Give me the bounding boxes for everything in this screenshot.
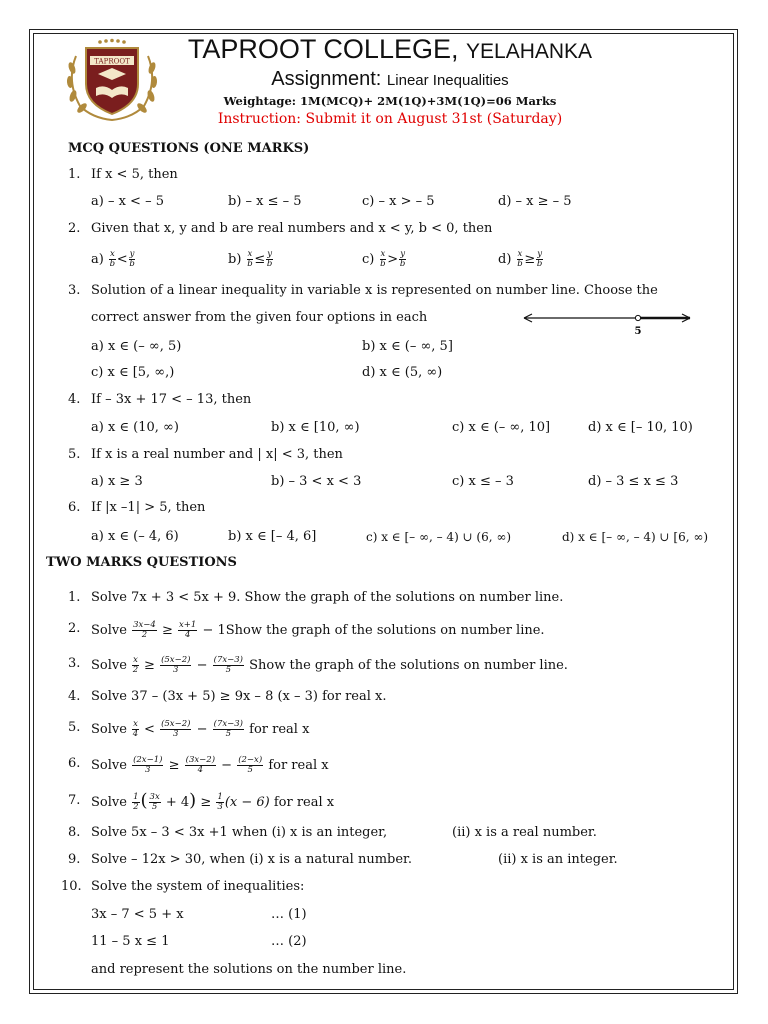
mcq-q3-option-d: d) x ∈ (5, ∞) — [362, 365, 443, 380]
mcq-q4-option-b: b) x ∈ [10, ∞) — [271, 420, 360, 435]
numerator: (2x−1) — [133, 755, 163, 765]
college-title — [160, 34, 620, 65]
denominator: b — [399, 259, 406, 269]
mcq-q5-option-b: b) – 3 < x < 3 — [271, 474, 362, 489]
mcq-q5-option-c: c) x ≤ – 3 — [452, 474, 514, 489]
denominator: b — [266, 259, 273, 269]
fraction — [185, 756, 216, 775]
two-q2-number: 2. — [68, 621, 81, 636]
mcq-q1-option-d: d) – x ≥ – 5 — [498, 194, 572, 209]
mcq-q5-option-a: a) x ≥ 3 — [91, 474, 143, 489]
solve-word: Solve — [91, 623, 127, 638]
operator: < — [144, 722, 155, 737]
numerator: x — [247, 249, 253, 259]
two-q8-number: 8. — [68, 825, 81, 840]
numerator: (7x−3) — [213, 719, 243, 729]
denominator: 4 — [184, 630, 191, 640]
mcq-q2-text: Given that x, y and b are real numbers and x < y, b < 0, then — [91, 221, 493, 236]
numerator: 3x — [149, 792, 160, 802]
fraction-y-over-b — [536, 250, 543, 269]
mcq-q6-number: 6. — [68, 500, 81, 515]
minus-sign: − — [221, 758, 233, 773]
option-label: d) — [498, 252, 512, 267]
number-line-label: 5 — [634, 326, 642, 337]
numerator: (2−x) — [238, 755, 263, 765]
logo-text: TAPROOT — [94, 57, 130, 66]
two-q5-text — [91, 720, 309, 739]
mcq-q3-option-b: b) x ∈ (– ∞, 5] — [362, 339, 453, 354]
denominator: b — [109, 259, 116, 269]
mcq-q3-option-a: a) x ∈ (– ∞, 5) — [91, 339, 182, 354]
mcq-q6-text: If |x –1| > 5, then — [91, 500, 206, 515]
numerator: (5x−2) — [161, 719, 191, 729]
two-q10-eq2: 11 – 5 x ≤ 1 — [91, 934, 170, 949]
two-q10-eq1-tag: … (1) — [271, 907, 307, 922]
operator: ≥ — [161, 623, 173, 638]
option-label: c) — [362, 252, 375, 267]
fraction-y-over-b — [266, 250, 273, 269]
operator: ≥ — [168, 758, 180, 773]
fraction-half — [132, 793, 139, 812]
solve-word: Solve — [91, 658, 127, 673]
assignment-topic: Linear Inequalities — [386, 72, 509, 89]
numerator: y — [400, 249, 406, 259]
numerator: y — [537, 249, 543, 259]
fraction — [213, 656, 244, 675]
two-q9-text: Solve – 12x > 30, when (i) x is a natural number. — [91, 852, 412, 867]
mcq-q2-number: 2. — [68, 221, 81, 236]
tail-text: Show the graph of the solutions on number line. — [249, 658, 568, 673]
mcq-q4-option-a: a) x ∈ (10, ∞) — [91, 420, 179, 435]
numerator: x — [380, 249, 386, 259]
mcq-q3-text-line2: correct answer from the given four options in each — [91, 310, 428, 325]
plus-four: + 4 — [165, 795, 190, 810]
fraction-x-over-b — [517, 250, 524, 269]
two-q2-text — [91, 621, 545, 640]
fraction-x-over-b — [247, 250, 254, 269]
denominator: b — [517, 259, 523, 269]
mcq-q2-option-c — [362, 250, 407, 269]
fraction-x-over-b — [380, 250, 387, 269]
denominator: b — [129, 259, 135, 269]
denominator: 4 — [197, 765, 204, 775]
denominator: 2 — [133, 802, 139, 812]
fraction — [132, 720, 139, 739]
mcq-q2-option-a — [91, 250, 136, 269]
two-q5-number: 5. — [68, 720, 81, 735]
solve-word: Solve — [91, 795, 127, 810]
college-logo — [62, 36, 162, 122]
tail-text: − 1Show the graph of the solutions on number line. — [202, 623, 545, 638]
mcq-q3-number: 3. — [68, 283, 81, 298]
mcq-q4-option-c: c) x ∈ (– ∞, 10] — [452, 420, 551, 435]
mcq-q6-option-c: c) x ∈ [– ∞, – 4) ∪ (6, ∞) — [366, 530, 512, 544]
mcq-q1-number: 1. — [68, 167, 81, 182]
operator: ≥ — [144, 658, 155, 673]
two-q8-part2: (ii) x is a real number. — [452, 825, 597, 840]
operator: ≤ — [254, 252, 266, 267]
option-label: a) — [91, 252, 104, 267]
denominator: 3 — [173, 665, 179, 675]
denominator: b — [536, 259, 543, 269]
fraction — [132, 621, 157, 640]
mcq-q2-option-d — [498, 250, 544, 269]
minus-sign: − — [196, 722, 208, 737]
number-line-figure — [520, 308, 696, 338]
tail-text: for real x — [268, 758, 329, 773]
solve-word: Solve — [91, 758, 127, 773]
denominator: 5 — [151, 802, 158, 812]
denominator: 4 — [132, 729, 139, 739]
operator: > — [387, 252, 399, 267]
denominator: 3 — [217, 802, 223, 812]
mcq-q5-text: If x is a real number and | x| < 3, then — [91, 447, 343, 462]
mcq-q4-number: 4. — [68, 392, 81, 407]
two-q10-eq1: 3x – 7 < 5 + x — [91, 907, 184, 922]
mcq-q4-text: If – 3x + 17 < – 13, then — [91, 392, 252, 407]
two-marks-heading: TWO MARKS QUESTIONS — [46, 555, 237, 570]
assignment-label: Assignment: — [271, 68, 382, 90]
operator: ≥ — [524, 252, 536, 267]
two-q10-text: Solve the system of inequalities: — [91, 879, 305, 894]
numerator: (5x−2) — [161, 655, 191, 665]
fraction — [237, 756, 263, 775]
fraction-third — [216, 793, 223, 812]
operator: ≥ — [200, 795, 212, 810]
open-circle-point — [635, 315, 640, 320]
assignment-heading — [160, 68, 620, 91]
two-q4-number: 4. — [68, 689, 81, 704]
two-q10-eq2-tag: … (2) — [271, 934, 307, 949]
open-paren: ( — [140, 790, 148, 811]
two-q4-text: Solve 37 – (3x + 5) ≥ 9x – 8 (x – 3) for real x. — [91, 689, 387, 704]
denominator: b — [380, 259, 386, 269]
numerator: x+1 — [179, 620, 197, 630]
numerator: y — [267, 249, 273, 259]
mcq-q3-option-c: c) x ∈ [5, ∞,) — [91, 365, 175, 380]
mcq-heading: MCQ QUESTIONS (ONE MARKS) — [68, 141, 310, 156]
numerator: 3x−4 — [133, 620, 156, 630]
fraction-y-over-b — [399, 250, 406, 269]
denominator: 5 — [225, 665, 232, 675]
two-q10-closing: and represent the solutions on the number line. — [91, 962, 407, 977]
mcq-q1-option-a: a) – x < – 5 — [91, 194, 164, 209]
expression: (x − 6) — [224, 795, 270, 810]
mcq-q1-text: If x < 5, then — [91, 167, 178, 182]
two-q9-part2: (ii) x is an integer. — [498, 852, 618, 867]
two-q9-number: 9. — [68, 852, 81, 867]
mcq-q2-option-b — [228, 250, 274, 269]
numerator: x — [109, 249, 115, 259]
fraction — [178, 621, 197, 640]
fraction — [213, 720, 244, 739]
option-label: b) — [228, 252, 242, 267]
instruction-line: Instruction: Submit it on August 31st (Saturday) — [217, 111, 563, 127]
operator: < — [116, 252, 128, 267]
numerator: (7x−3) — [213, 655, 243, 665]
college-location: YELAHANKA — [466, 40, 593, 63]
fraction — [160, 720, 191, 739]
two-q3-number: 3. — [68, 656, 81, 671]
denominator: 2 — [141, 630, 148, 640]
fraction — [132, 756, 163, 775]
mcq-q5-number: 5. — [68, 447, 81, 462]
denominator: 3 — [173, 729, 179, 739]
mcq-q5-option-d: d) – 3 ≤ x ≤ 3 — [588, 474, 679, 489]
mcq-q1-option-b: b) – x ≤ – 5 — [228, 194, 302, 209]
mcq-q1-option-c: c) – x > – 5 — [362, 194, 435, 209]
numerator: (3x−2) — [185, 755, 216, 765]
fraction — [132, 656, 139, 675]
mcq-q4-option-d: d) x ∈ [– 10, 10) — [588, 420, 693, 435]
minus-sign: − — [196, 658, 208, 673]
two-q1-number: 1. — [68, 590, 81, 605]
two-q6-number: 6. — [68, 756, 81, 771]
denominator: 5 — [247, 765, 253, 775]
fraction-x-over-b — [109, 250, 116, 269]
numerator: 1 — [133, 792, 139, 802]
close-paren: ) — [189, 790, 197, 811]
two-q1-text: Solve 7x + 3 < 5x + 9. Show the graph of the solutions on number line. — [91, 590, 564, 605]
two-q7-number: 7. — [68, 793, 81, 808]
numerator: y — [129, 249, 135, 259]
fraction — [160, 656, 191, 675]
two-q7-text — [91, 790, 335, 812]
numerator: x — [517, 249, 523, 259]
numerator: 1 — [217, 792, 223, 802]
tail-text: for real x — [273, 795, 335, 810]
two-q10-number: 10. — [61, 879, 82, 894]
two-q6-text — [91, 756, 329, 775]
mcq-q6-option-d: d) x ∈ [– ∞, – 4) ∪ [6, ∞) — [562, 530, 709, 544]
mcq-q6-option-b: b) x ∈ [– 4, 6] — [228, 529, 317, 544]
college-name: TAPROOT COLLEGE, — [187, 34, 459, 64]
fraction — [149, 793, 161, 812]
mcq-q6-option-a: a) x ∈ (– 4, 6) — [91, 529, 179, 544]
mcq-q3-text-line1: Solution of a linear inequality in variable x is represented on number line. Choose the — [91, 283, 658, 298]
numerator: x — [133, 655, 138, 665]
two-q3-text — [91, 656, 568, 675]
numerator: x — [133, 719, 138, 729]
denominator: 2 — [132, 665, 139, 675]
two-q8-text: Solve 5x – 3 < 3x +1 when (i) x is an integer, — [91, 825, 388, 840]
denominator: 3 — [145, 765, 151, 775]
denominator: 5 — [225, 729, 232, 739]
tail-text: for real x — [249, 722, 310, 737]
solve-word: Solve — [91, 722, 127, 737]
denominator: b — [247, 259, 253, 269]
weightage-line: Weightage: 1M(MCQ)+ 2M(1Q)+3M(1Q)=06 Marks — [223, 94, 557, 108]
fraction-y-over-b — [129, 250, 136, 269]
